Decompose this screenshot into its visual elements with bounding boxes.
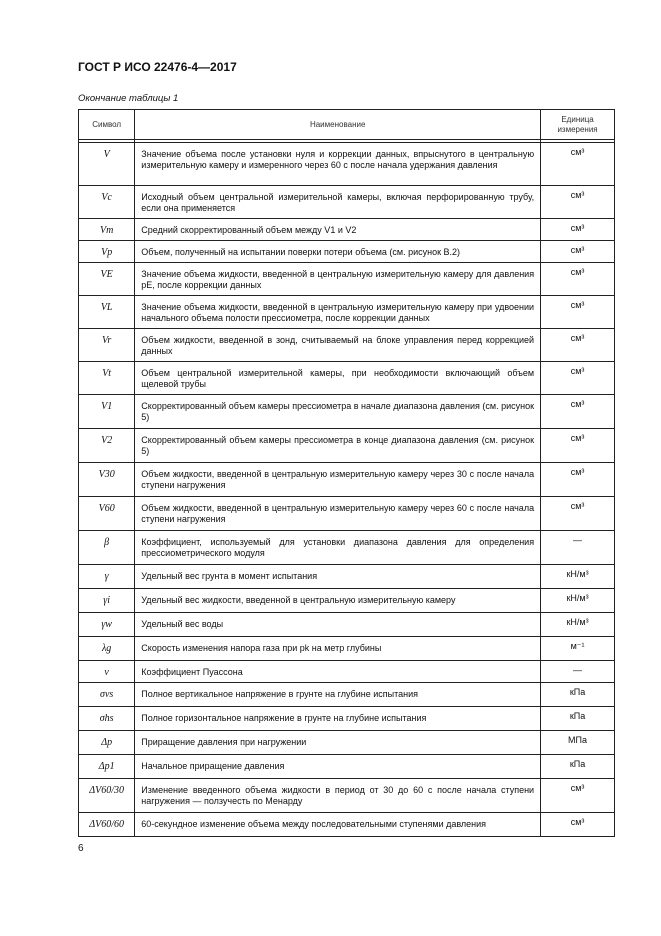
unit-cell: —: [541, 661, 615, 683]
unit-cell: см³: [541, 263, 615, 296]
name-cell: Объем жидкости, введенной в зонд, считываемый на блоке управления перед коррекцией данных: [135, 329, 541, 362]
column-header-name: Наименование: [135, 110, 541, 140]
symbol-cell: Δp1: [79, 755, 135, 779]
symbol-cell: V1: [79, 395, 135, 429]
symbol-cell: Δp: [79, 731, 135, 755]
name-cell: 60-секундное изменение объема между последовательными ступенями давления: [135, 813, 541, 837]
unit-cell: см³: [541, 241, 615, 263]
table-row: [79, 707, 615, 731]
unit-cell: см³: [541, 143, 615, 186]
table-row: [79, 661, 615, 683]
name-cell: Значение объема жидкости, введенной в центральную измерительную камеру при удвоении начального объема полости прессиометра, после коррекции данных: [135, 296, 541, 329]
unit-cell: кН/м³: [541, 613, 615, 637]
table-row: [79, 755, 615, 779]
document-header: ГОСТ Р ИСО 22476-4—2017: [78, 60, 237, 74]
unit-cell: кПа: [541, 755, 615, 779]
unit-cell: кН/м³: [541, 589, 615, 613]
name-cell: Коэффициент Пуассона: [135, 661, 541, 683]
name-cell: Удельный вес грунта в момент испытания: [135, 565, 541, 589]
unit-cell: см³: [541, 463, 615, 497]
symbol-cell: Vr: [79, 329, 135, 362]
unit-cell: м⁻¹: [541, 637, 615, 661]
name-cell: Объем жидкости, введенной в центральную измерительную камеру через 30 с после начала ступени нагружения: [135, 463, 541, 497]
name-cell: Значение объема жидкости, введенной в центральную измерительную камеру для давления pE, после коррекции данных: [135, 263, 541, 296]
name-cell: Объем жидкости, введенной в центральную измерительную камеру через 60 с после начала ступени нагружения: [135, 497, 541, 531]
name-cell: Изменение введенного объема жидкости в период от 30 до 60 с после начала ступени нагружения — ползучесть по Менарду: [135, 779, 541, 813]
symbol-cell: σvs: [79, 683, 135, 707]
table-row: [79, 637, 615, 661]
unit-cell: см³: [541, 219, 615, 241]
table-header-row: [79, 110, 615, 140]
table-row: [79, 296, 615, 329]
table-caption: Окончание таблицы 1: [78, 93, 179, 104]
symbol-cell: V30: [79, 463, 135, 497]
table-row: [79, 683, 615, 707]
symbol-cell: V: [79, 143, 135, 186]
symbol-cell: ν: [79, 661, 135, 683]
name-cell: Удельный вес воды: [135, 613, 541, 637]
symbol-cell: λg: [79, 637, 135, 661]
table-row: [79, 362, 615, 395]
table-row: [79, 219, 615, 241]
symbol-cell: VL: [79, 296, 135, 329]
name-cell: Приращение давления при нагружении: [135, 731, 541, 755]
unit-cell: см³: [541, 497, 615, 531]
name-cell: Объем, полученный на испытании поверки потери объема (см. рисунок В.2): [135, 241, 541, 263]
name-cell: Удельный вес жидкости, введенной в центральную измерительную камеру: [135, 589, 541, 613]
table-row: [79, 186, 615, 219]
table-row: [79, 395, 615, 429]
table-row: [79, 613, 615, 637]
unit-cell: см³: [541, 779, 615, 813]
name-cell: Скорость изменения напора газа при pk на метр глубины: [135, 637, 541, 661]
name-cell: Полное горизонтальное напряжение в грунте на глубине испытания: [135, 707, 541, 731]
unit-cell: см³: [541, 429, 615, 463]
table-row: [79, 329, 615, 362]
symbol-cell: β: [79, 531, 135, 565]
name-cell: Значение объема после установки нуля и коррекции данных, впрыснутого в центральную измерительную камеру и измеренного через 60 с после начала удержания давления: [135, 143, 541, 186]
symbol-cell: Vm: [79, 219, 135, 241]
table-row: [79, 731, 615, 755]
symbol-cell: γ: [79, 565, 135, 589]
table-row: [79, 497, 615, 531]
symbol-cell: VE: [79, 263, 135, 296]
table-row: [79, 589, 615, 613]
table-row: [79, 565, 615, 589]
unit-cell: МПа: [541, 731, 615, 755]
name-cell: Объем центральной измерительной камеры, при необходимости включающий объем щелевой трубы: [135, 362, 541, 395]
table-row: [79, 429, 615, 463]
symbol-cell: ΔV60/60: [79, 813, 135, 837]
name-cell: Исходный объем центральной измерительной камеры, включая перфорированную трубу, если она применяется: [135, 186, 541, 219]
symbol-cell: σhs: [79, 707, 135, 731]
symbols-table: [78, 109, 615, 837]
unit-cell: см³: [541, 362, 615, 395]
table-row: [79, 531, 615, 565]
unit-cell: см³: [541, 186, 615, 219]
unit-cell: см³: [541, 329, 615, 362]
symbol-cell: γi: [79, 589, 135, 613]
symbol-cell: ΔV60/30: [79, 779, 135, 813]
unit-cell: см³: [541, 395, 615, 429]
table-row: [79, 813, 615, 837]
unit-cell: кПа: [541, 707, 615, 731]
symbol-cell: Vc: [79, 186, 135, 219]
unit-cell: кПа: [541, 683, 615, 707]
column-header-unit-line1: Единица: [561, 114, 594, 124]
column-header-unit: [541, 110, 615, 140]
name-cell: Скорректированный объем камеры прессиометра в конце диапазона давления (см. рисунок 5): [135, 429, 541, 463]
name-cell: Полное вертикальное напряжение в грунте на глубине испытания: [135, 683, 541, 707]
name-cell: Коэффициент, используемый для установки диапазона давления для определения прессиометрического модуля: [135, 531, 541, 565]
unit-cell: —: [541, 531, 615, 565]
table-row: [79, 263, 615, 296]
symbol-cell: Vp: [79, 241, 135, 263]
unit-cell: см³: [541, 296, 615, 329]
name-cell: Начальное приращение давления: [135, 755, 541, 779]
table-row: [79, 241, 615, 263]
column-header-symbol: Символ: [79, 110, 135, 140]
symbol-cell: Vt: [79, 362, 135, 395]
unit-cell: см³: [541, 813, 615, 837]
symbol-cell: V60: [79, 497, 135, 531]
table-row: [79, 779, 615, 813]
unit-cell: кН/м³: [541, 565, 615, 589]
name-cell: Средний скорректированный объем между V1 и V2: [135, 219, 541, 241]
table-row: [79, 143, 615, 186]
page-number: 6: [78, 843, 84, 854]
column-header-unit-line2: измерения: [557, 124, 598, 134]
table-row: [79, 463, 615, 497]
symbol-cell: V2: [79, 429, 135, 463]
symbol-cell: γw: [79, 613, 135, 637]
name-cell: Скорректированный объем камеры прессиометра в начале диапазона давления (см. рисунок 5): [135, 395, 541, 429]
